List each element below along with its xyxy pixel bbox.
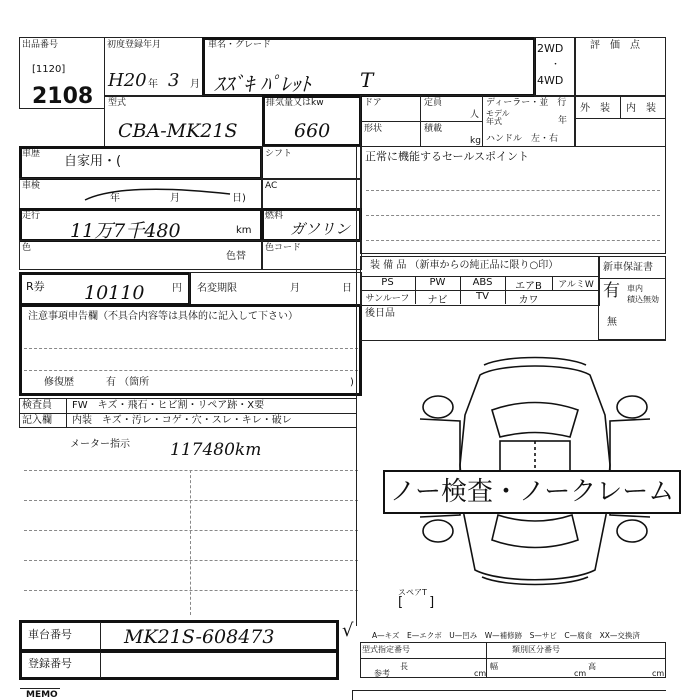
registration-label: 登録番号 (28, 657, 72, 670)
interior-label: 内 装 (626, 103, 656, 114)
warranty-yes: 有 (603, 281, 620, 301)
chassis-value: MK21S-608473 (124, 626, 275, 648)
equip-pw: PW (429, 277, 446, 288)
paint-change-label: 色替 (226, 251, 246, 262)
equip-sunroof: サンルーフ (365, 294, 410, 304)
fuel-value: ガソリン (290, 220, 351, 238)
lot-code: [1120] (32, 64, 66, 75)
cm-unit-3: cm (652, 669, 665, 678)
notes-label: 注意事項申告欄（不具合内容等は具体的に記入して下さい） (28, 311, 298, 322)
inspection-scribble (80, 184, 240, 208)
exterior-label: 外 装 (580, 103, 610, 114)
warranty-no: 無 (607, 317, 617, 328)
name-change-month-unit: 月 (290, 283, 300, 294)
inspector-row1: FW キズ・飛石・ヒビ割・リペア跡・X要 (72, 400, 265, 411)
mileage-label: 走行 (22, 211, 41, 221)
fuel-label: 燃料 (265, 211, 284, 221)
width-label: 幅 (490, 662, 498, 671)
chassis-check: √ (342, 620, 354, 641)
cm-unit-2: cm (574, 669, 587, 678)
displacement-label: 排気量又はkw (266, 98, 324, 108)
displacement-value: 660 (294, 120, 331, 142)
rating-label: 評 価 点 (590, 40, 640, 51)
model-year-label: モデル 年式 (486, 109, 510, 126)
drive-4wd: 4WD (537, 74, 564, 87)
load-label: 積載 (424, 124, 443, 134)
inspection-month-unit: 月 (170, 193, 180, 204)
damage-legend: A—キズ E—エクボ U—凹み W—補修跡 S—サビ C—腐食 XX—交換済 (372, 631, 640, 640)
car-name-value: ｽｽﾞｷ ﾊﾟﾚｯﾄ (214, 72, 311, 96)
history-box (19, 146, 263, 180)
warranty-label: 新車保証書 (603, 262, 653, 273)
spare-tire-label: スペアT (398, 588, 427, 597)
recycle-label: R券 (26, 280, 45, 293)
repair-history-value: 有 （箇所 (106, 377, 150, 388)
model-year-unit: 年 (558, 116, 568, 126)
equipment-label: 装 備 品 （新車からの純正品に限り○印） (370, 260, 559, 271)
lot-label: 出品番号 (22, 40, 59, 50)
model-label: 型式 (108, 98, 127, 108)
inspector-row1-label: 検査員 (22, 400, 52, 411)
person-unit: 人 (470, 110, 480, 120)
meter-value: 117480km (170, 440, 262, 460)
cm-unit-1: cm (474, 669, 487, 678)
repair-history-close: ) (350, 377, 354, 388)
kg-unit: kg (470, 136, 481, 146)
car-name-label: 車名・グレード (208, 40, 272, 50)
equip-ps: PS (381, 277, 394, 288)
spare-tire-value: [ ] (398, 595, 435, 610)
first-registration-era: H20 (108, 70, 147, 91)
no-inspection-stamp: ノー検査・ノークレーム (383, 470, 681, 514)
inspection-day-unit: 日) (232, 193, 246, 204)
recycle-value: 10110 (84, 282, 145, 304)
shift-label: シフト (265, 149, 293, 159)
drive-dot: ・ (551, 60, 561, 70)
repair-history-label: 修復歴 (44, 377, 74, 388)
door-label: ドア (364, 98, 382, 108)
warranty-yes-note: 車内 積込無効 (627, 284, 659, 304)
first-registration-label: 初度登録年月 (107, 40, 162, 50)
equip-leather: カワ (518, 295, 539, 306)
selling-points-label: 正常に機能するセールスポイント (365, 150, 530, 163)
first-registration-month-unit: 月 (190, 79, 200, 90)
inspector-row2: 内装 キズ・汚レ・コゲ・穴・スレ・キレ・破レ (72, 415, 292, 426)
model-value: CBA-MK21S (118, 120, 238, 142)
inspection-year-unit: 年 (110, 193, 120, 204)
lot-number: 2108 (32, 84, 94, 109)
car-grade-value: T (360, 68, 374, 92)
height-label: 高 (588, 662, 596, 671)
color-label: 色 (22, 243, 32, 253)
history-label: 車歴 (22, 149, 41, 159)
name-change-day-unit: 日 (342, 283, 352, 294)
color-code-label: 色コード (265, 243, 302, 253)
first-registration-year-unit: 年 (148, 79, 158, 90)
handle-label: ハンドル 左・右 (486, 134, 559, 144)
name-change-label: 名変期限 (197, 283, 237, 294)
capacity-label: 定員 (424, 98, 443, 108)
drive-2wd: 2WD (537, 42, 564, 55)
equip-tv: TV (476, 291, 489, 302)
inspection-label: 車検 (22, 181, 41, 191)
chassis-label: 車台番号 (28, 628, 72, 641)
history-value: 自家用・( (64, 154, 122, 169)
rear-items-label: 後日品 (365, 308, 395, 319)
note-label: 参考 (374, 669, 390, 678)
ac-label: AC (265, 181, 278, 191)
equip-airbag: エアB (515, 281, 542, 292)
first-registration-month: 3 (168, 70, 180, 91)
type-number-label: 型式指定番号 (362, 645, 410, 654)
mileage-unit: km (236, 225, 252, 236)
shape-label: 形状 (364, 124, 383, 134)
inspector-row2-label: 記入欄 (22, 415, 52, 426)
class-number-label: 類別区分番号 (512, 645, 560, 654)
dealer-label: ディーラー・並 行 (486, 98, 567, 108)
equip-abs: ABS (472, 277, 493, 288)
memo-label: MEMO (26, 690, 58, 700)
recycle-unit: 円 (172, 283, 182, 294)
equip-alloy: アルミW (558, 280, 594, 290)
mileage-value: 11万7千480 (70, 220, 181, 242)
meter-label: メーター指示 (70, 439, 130, 450)
length-label: 長 (400, 662, 408, 671)
equip-navi: ナビ (427, 295, 448, 306)
